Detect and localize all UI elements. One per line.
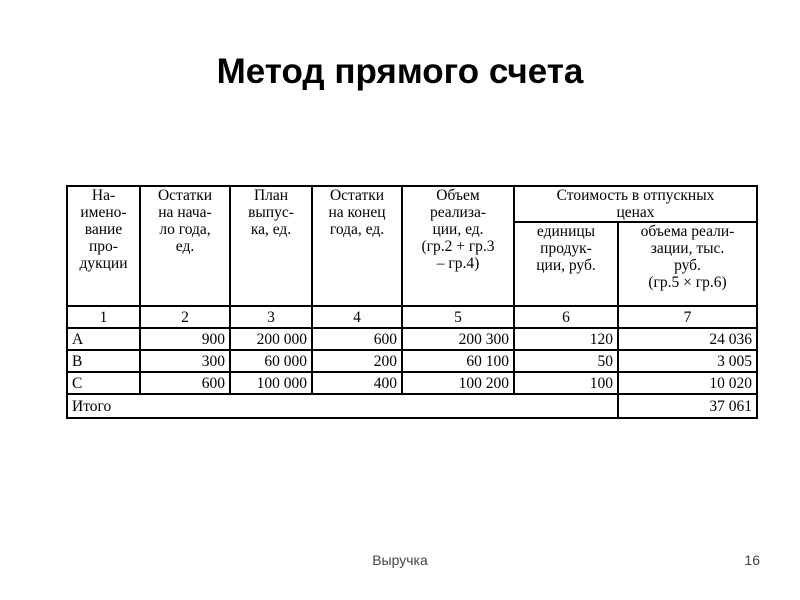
unit-price-cell: 120 <box>514 328 618 350</box>
header-end-stock: Остатки на конец года, ед. <box>312 186 402 306</box>
column-number: 7 <box>618 306 757 328</box>
product-name: А <box>67 328 140 350</box>
end-stock-cell: 600 <box>312 328 402 350</box>
header-row-1 <box>67 186 757 222</box>
header-price-group: Стоимость в отпускных ценах <box>514 186 757 222</box>
header-sales-value: объема реали- зации, тыс. руб. (гр.5 × гр.6) <box>618 222 757 306</box>
sales-volume-cell: 60 100 <box>402 350 514 372</box>
header-plan: План выпус- ка, ед. <box>230 186 312 306</box>
plan-cell: 100 000 <box>230 372 312 394</box>
plan-cell: 200 000 <box>230 328 312 350</box>
product-name: С <box>67 372 140 394</box>
column-number: 2 <box>140 306 230 328</box>
column-number-row <box>67 306 757 328</box>
header-name: На- имено- вание про- дукции <box>67 186 140 306</box>
total-row <box>67 394 757 418</box>
page-number: 16 <box>744 552 760 568</box>
header-unit-price: единицы продук- ции, руб. <box>514 222 618 306</box>
slide-title: Метод прямого счета <box>216 52 584 91</box>
header-sales-volume: Объем реализа- ции, ед. (гр.2 + гр.3 – гр.4) <box>402 186 514 306</box>
sales-value-cell: 3 005 <box>618 350 757 372</box>
footer-text: Выручка <box>372 552 428 568</box>
header-start-stock: Остатки на нача- ло года, ед. <box>140 186 230 306</box>
column-number: 3 <box>230 306 312 328</box>
production-table <box>66 185 758 419</box>
sales-value-cell: 10 020 <box>618 372 757 394</box>
start-stock-cell: 900 <box>140 328 230 350</box>
plan-cell: 60 000 <box>230 350 312 372</box>
column-number: 5 <box>402 306 514 328</box>
product-name: В <box>67 350 140 372</box>
unit-price-cell: 50 <box>514 350 618 372</box>
table-row <box>67 350 757 372</box>
table-row <box>67 372 757 394</box>
total-label: Итого <box>67 394 618 418</box>
end-stock-cell: 400 <box>312 372 402 394</box>
column-number: 6 <box>514 306 618 328</box>
sales-value-cell: 24 036 <box>618 328 757 350</box>
total-value: 37 061 <box>618 394 757 418</box>
end-stock-cell: 200 <box>312 350 402 372</box>
column-number: 1 <box>67 306 140 328</box>
unit-price-cell: 100 <box>514 372 618 394</box>
start-stock-cell: 600 <box>140 372 230 394</box>
table-row <box>67 328 757 350</box>
sales-volume-cell: 200 300 <box>402 328 514 350</box>
start-stock-cell: 300 <box>140 350 230 372</box>
column-number: 4 <box>312 306 402 328</box>
sales-volume-cell: 100 200 <box>402 372 514 394</box>
